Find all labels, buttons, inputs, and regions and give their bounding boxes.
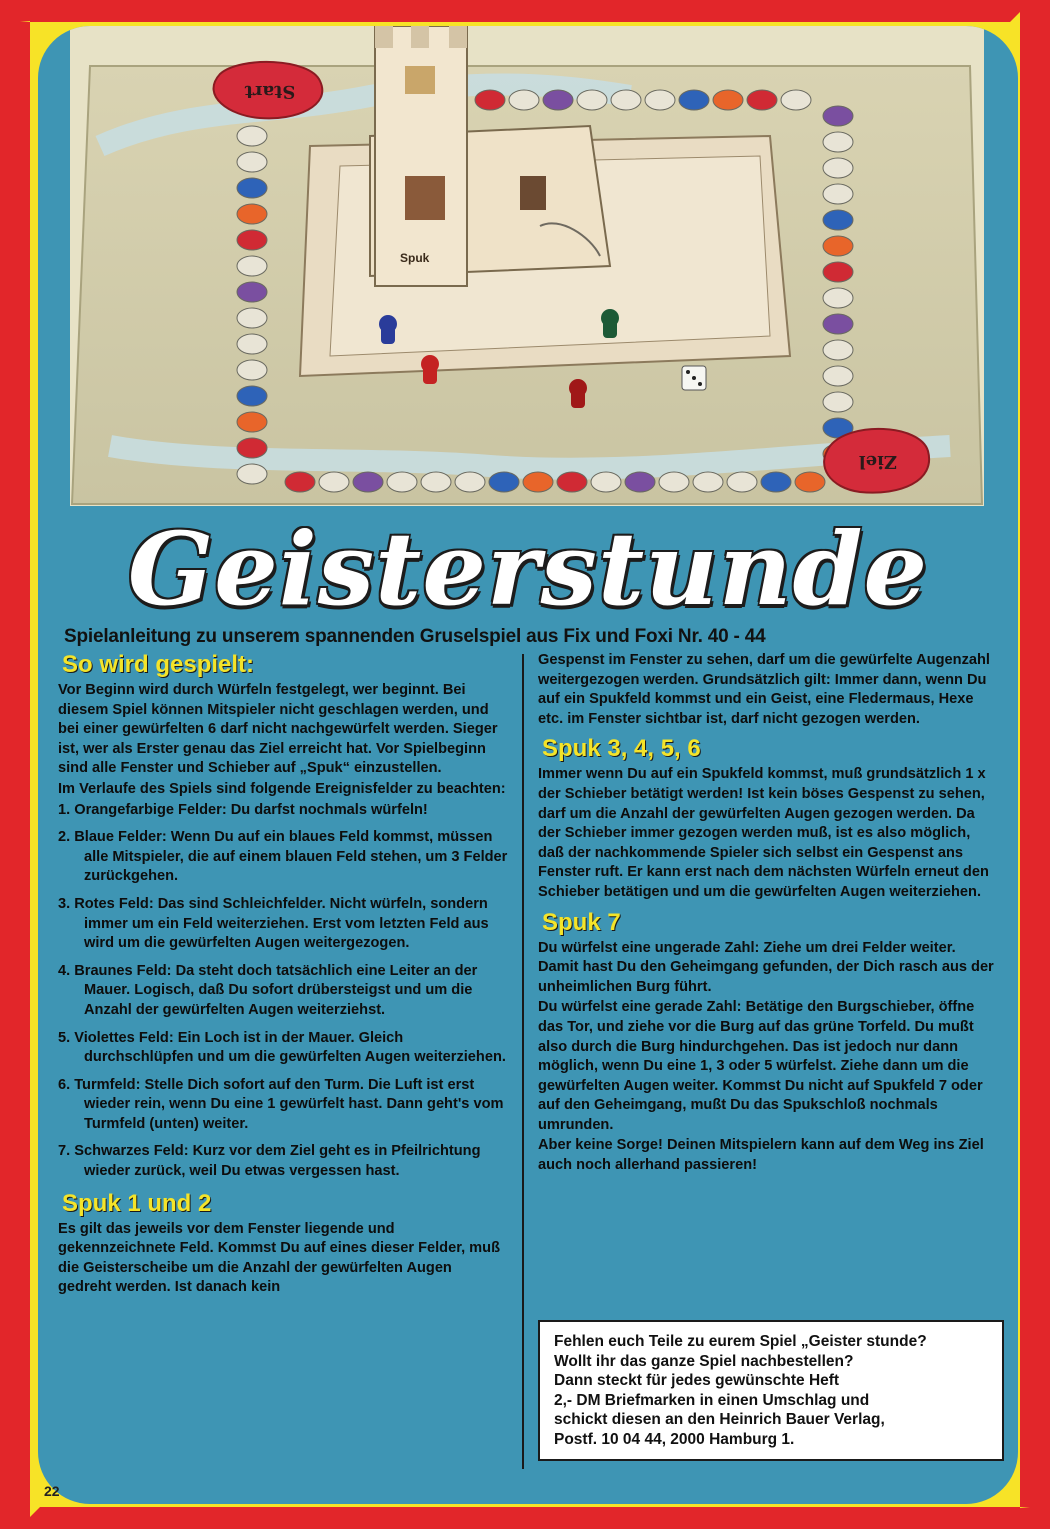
rule-item: 4. Braunes Feld: Da steht doch tatsächlich eine Leiter an der Mauer. Logisch, daß Du sofort drübersteigst und um die Anzahl der gewürfelten Augen weiterziehst.	[58, 962, 478, 1018]
heading-spuk-1-2: Spuk 1 und 2	[62, 1189, 212, 1217]
board-field	[237, 204, 267, 224]
page-title: Geisterstunde	[127, 510, 929, 628]
notice-line: 2,- DM Briefmarken in einen Umschlag und	[554, 1391, 870, 1409]
rule-item: 7. Schwarzes Feld: Kurz vor dem Ziel geht es in Pfeilrichtung wieder zurück, weil Du etwas vergessen hast.	[58, 1143, 481, 1180]
board-field	[761, 472, 791, 492]
rule-item: 5. Violettes Feld: Ein Loch ist in der Mauer. Gleich durchschlüpfen und um die gewürfelten Augen weiterziehen.	[58, 1029, 506, 1066]
board-field	[781, 90, 811, 110]
events-intro: Im Verlaufe des Spiels sind folgende Ereignisfelder zu beachten:	[58, 780, 506, 797]
board-field	[611, 90, 641, 110]
board-field	[237, 282, 267, 302]
board-field	[237, 386, 267, 406]
rules-list	[58, 801, 508, 1182]
board-field	[475, 90, 505, 110]
board-field	[659, 472, 689, 492]
spuk-7-odd: Du würfelst eine ungerade Zahl: Ziehe um drei Felder weiter. Damit hast Du den Geheimgang gefunden, der Dich rasch aus der unheimlichen Burg führt.	[538, 939, 994, 995]
board-field	[421, 472, 451, 492]
board-field	[823, 288, 853, 308]
intro-paragraph: Vor Beginn wird durch Würfeln festgelegt, wer beginnt. Bei diesem Spiel können Mitspieler nicht geschlagen werden, und bei einer gewürfelten 6 darf nicht nachgewürfelt werden. Sieger ist, wer als Erster genau das Ziel erreicht hat. Vor Spielbeginn sind alle Fenster und Schieber auf „Spuk“ einzustellen.	[58, 682, 498, 777]
board-field	[823, 106, 853, 126]
goal-field-label: Ziel	[858, 451, 898, 472]
board-field	[237, 360, 267, 380]
spuk-1-2-continued: Gespenst im Fenster zu sehen, darf um die gewürfelte Augenzahl weitergezogen werden. Grundsätzlich gilt: Immer dann, wenn Du auf ein Spukfeld kommst und ein Geist, eine Fledermaus, Hexe etc. im Fenster sichtbar ist, darf nicht gezogen werden.	[538, 652, 990, 727]
rule-item: 1. Orangefarbige Felder: Du darfst nochmals würfeln!	[58, 801, 428, 818]
board-field	[795, 472, 825, 492]
board-field	[823, 314, 853, 334]
notice-line: Fehlen euch Teile zu eurem Spiel „Geister stunde?	[554, 1333, 927, 1350]
notice-line: Wollt ihr das ganze Spiel nachbestellen?	[554, 1352, 854, 1370]
board-field	[237, 412, 267, 432]
rule-item: 3. Rotes Feld: Das sind Schleichfelder. Nicht würfeln, sondern immer um ein Feld weiterziehen. Erst vom letzten Feld aus wird um die gewürfelten Augen weitergezogen.	[58, 895, 489, 952]
board-field	[237, 152, 267, 172]
board-field	[237, 126, 267, 146]
board-field	[237, 464, 267, 484]
page-subtitle: Spielanleitung zu unserem spannenden Gruselspiel aus Fix und Foxi Nr. 40 - 44	[64, 626, 766, 647]
board-field	[353, 472, 383, 492]
start-field-label: Start	[244, 81, 296, 102]
board-field	[823, 262, 853, 282]
board-field	[523, 472, 553, 492]
board-field	[747, 90, 777, 110]
left-column	[58, 651, 508, 1299]
board-field	[557, 472, 587, 492]
spuk-7-even: Du würfelst eine gerade Zahl: Betätige den Burgschieber, öffne das Tor, und ziehe vor die Burg auf das grüne Torfeld. Du mußt also durch die Burg hindurchgehen. Das ist jedoch nur dann möglich, wenn Du eine 1, 3 oder 5 würfelst. Ziehe dann um die gewürfelten Augen weiter. Kommst Du nicht auf Spukfeld 7 oder auf den Geheimgang, mußt Du das Spukschloß nochmals umrunden.	[538, 999, 983, 1133]
board-field	[285, 472, 315, 492]
board-field	[823, 340, 853, 360]
spuk-1-2-text: Es gilt das jeweils vor dem Fenster liegende und gekennzeichnete Feld. Kommst Du auf eines dieser Felder, muß die Geisterscheibe um die Anzahl der gewürfelten Augen gedreht werden. Ist danach kein	[58, 1220, 500, 1296]
board-field	[455, 472, 485, 492]
board-field	[319, 472, 349, 492]
board-field	[727, 472, 757, 492]
board-field	[693, 472, 723, 492]
board-field	[237, 334, 267, 354]
column-divider	[522, 654, 524, 1469]
board-field	[509, 90, 539, 110]
board-field	[823, 366, 853, 386]
heading-spuk-3-6: Spuk 3, 4, 5, 6	[542, 735, 701, 763]
content-panel	[38, 26, 1018, 1504]
heading-so-wird-gespielt: So wird gespielt:	[62, 651, 255, 678]
page-number: 22	[44, 1483, 60, 1499]
board-field	[645, 90, 675, 110]
notice-line: schickt diesen an den Heinrich Bauer Verlag,	[554, 1411, 885, 1428]
board-field	[823, 392, 853, 412]
board-field	[237, 256, 267, 276]
board-field	[237, 178, 267, 198]
board-field	[625, 472, 655, 492]
board-field	[237, 308, 267, 328]
rule-item: 6. Turmfeld: Stelle Dich sofort auf den Turm. Die Luft ist erst wieder rein, wenn Du eine 1 gewürfelt hast. Dann geht's vom Turmfeld (unten) weiter.	[58, 1076, 504, 1132]
board-field	[823, 236, 853, 256]
board-field	[823, 158, 853, 178]
board-field	[823, 184, 853, 204]
board-field	[823, 132, 853, 152]
tower-sign: Spuk	[400, 251, 430, 265]
right-column	[538, 651, 996, 1177]
notice-line: Dann steckt für jedes gewünschte Heft	[554, 1372, 840, 1389]
reorder-notice-box	[538, 1320, 1004, 1461]
board-field	[591, 472, 621, 492]
board-game-photo	[70, 26, 984, 506]
notice-line: Postf. 10 04 44, 2000 Hamburg 1.	[554, 1430, 795, 1448]
heading-spuk-7: Spuk 7	[542, 908, 621, 936]
board-field	[237, 438, 267, 458]
board-field	[489, 472, 519, 492]
board-field	[713, 90, 743, 110]
board-field	[577, 90, 607, 110]
board-field	[679, 90, 709, 110]
spuk-3-6-text: Immer wenn Du auf ein Spukfeld kommst, muß grundsätzlich 1 x der Schieber betätigt werden! Ist kein böses Gespenst zu sehen, darf um die Anzahl der gewürfelten Augen gezogen werden. Da der Schieber immer gezogen werden muß, ist es also möglich, daß der nachkommende Spieler sich selbst ein Gespenst ans Fenster ruft. Er kann erst nach dem nächsten Würfeln erneut den Schieber betätigen und um die gewürfelten Augen weiterziehen.	[538, 766, 989, 900]
board-field	[543, 90, 573, 110]
board-field	[387, 472, 417, 492]
spuk-7-closing: Aber keine Sorge! Deinen Mitspielern kann auf dem Weg ins Ziel auch noch allerhand passieren!	[538, 1137, 984, 1174]
board-field	[237, 230, 267, 250]
board-field	[823, 210, 853, 230]
rule-item: 2. Blaue Felder: Wenn Du auf ein blaues Feld kommst, müssen alle Mitspieler, die auf einem blauen Feld stehen, um 3 Felder zurückgehen.	[58, 829, 508, 885]
